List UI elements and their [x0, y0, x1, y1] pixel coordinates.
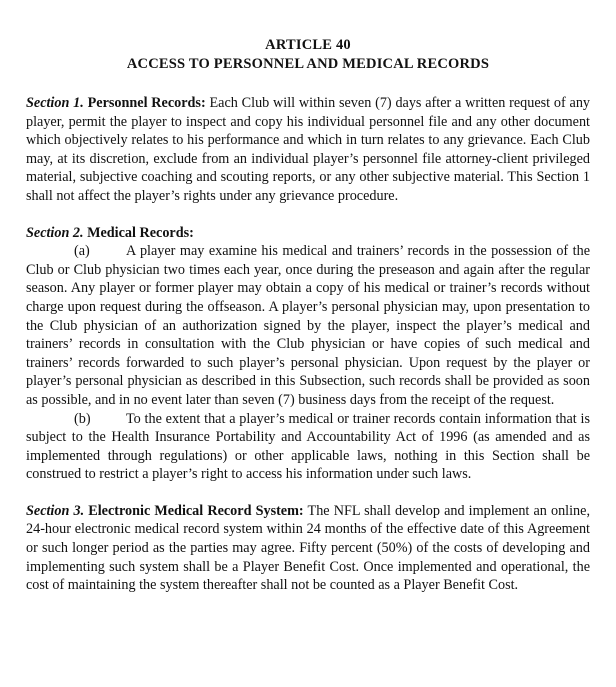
- section-3-label: Section 3.: [26, 502, 85, 519]
- subsection-a: [26, 242, 590, 409]
- subsection-a-body: A player may examine his medical and trainers’ records in the possession of the Club or Club physician two times each year, once during the preseason and again after the regular season. Any player or former player may obtain a copy of his medical or trainer’s records without charge upon request during the offseason. A player’s personal physician may, upon presentation to the Club physician of an authorization signed by the player, inspect the player’s medical and trainers’ records in consultation with the Club physician or have copies of such medical and trainers’ records forwarded to such player’s personal physician. Upon request by the player or player’s personal physician as described in this Subsection, such records shall be provided as soon as possible, and in no event later than seven (7) business days from the receipt of the request.: [26, 243, 590, 408]
- subsection-b-body: To the extent that a player’s medical or trainer records contain information that is subject to the Health Insurance Portability and Accountability Act of 1996 (as amended and as implemented through regulations) or other applicable laws, nothing in this Section shall be construed to restrict a player’s right to access his information under such laws.: [26, 410, 590, 483]
- section-2-heading: [26, 224, 590, 243]
- section-personnel-records: [26, 94, 590, 206]
- article-number: ARTICLE 40: [265, 37, 351, 53]
- section-1-paragraph: [26, 94, 590, 206]
- section-2-title: Medical Records:: [87, 224, 194, 241]
- article-heading: [26, 36, 590, 74]
- section-1-title: Personnel Records:: [87, 95, 206, 111]
- section-electronic-medical-record-system: [26, 502, 590, 595]
- section-3-title: Electronic Medical Record System:: [88, 502, 304, 519]
- section-medical-records: [26, 224, 590, 484]
- section-1-body: Each Club will within seven (7) days after a written request of any player, permit the player to inspect and copy his individual personnel file and any other document which objectively relates to his performance and which in turn relates to any grievance. Each Club may, at its discretion, exclude from an individual player’s personnel file attorney-client privileged material, subjective coaching and scouting reports, or any other subjective material. This Section 1 shall not affect the player’s rights under any grievance procedure.: [26, 95, 591, 204]
- article-title: ACCESS TO PERSONNEL AND MEDICAL RECORDS: [126, 56, 490, 72]
- section-2-label: Section 2.: [26, 224, 84, 241]
- subsection-a-label: (a): [74, 243, 90, 260]
- subsection-b-label: (b): [74, 410, 91, 427]
- subsection-b: [26, 410, 590, 484]
- section-3-body: The NFL shall develop and implement an online, 24-hour electronic medical record system within 24 months of the effective date of this Agreement or such longer period as the parties may agree. Fifty percent (50%) of the costs of developing and implementing such system shall be a Player Benefit Cost. Once implemented and operational, the cost of maintaining the system thereafter shall not be counted as a Player Benefit Cost.: [26, 502, 590, 594]
- section-1-label: Section 1.: [26, 95, 84, 111]
- section-3-paragraph: [26, 502, 590, 595]
